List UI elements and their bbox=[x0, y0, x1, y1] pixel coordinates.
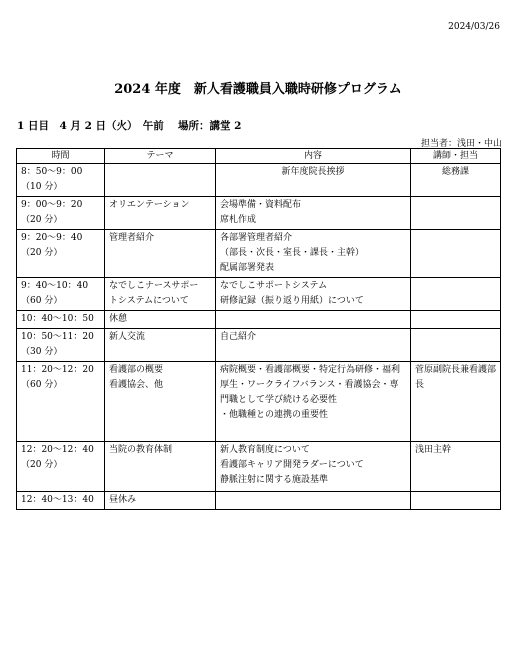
content-text: 会場準備・資料配布 bbox=[220, 200, 302, 210]
cell-lecturer bbox=[411, 164, 501, 197]
in-charge-note: 担当者：浅田・中山 bbox=[420, 139, 502, 149]
time-text: （60 分） bbox=[21, 296, 63, 306]
cell-lecturer bbox=[411, 278, 501, 311]
cell-content bbox=[216, 164, 411, 197]
theme-text: 当院の教育体制 bbox=[109, 445, 173, 455]
theme-text: 看護協会、他 bbox=[109, 380, 164, 390]
content-text: 配属部署発表 bbox=[220, 263, 275, 273]
page-title: 2024 年度 新人看護職員入職時研修プログラム bbox=[114, 82, 402, 97]
time-text: 9：40～10：40 bbox=[21, 281, 89, 291]
theme-text: なでしこナースサポー bbox=[109, 281, 199, 291]
content-text: ・他職種との連携の重要性 bbox=[220, 410, 329, 420]
time-text: 10：40～10：50 bbox=[21, 314, 94, 324]
cell-time bbox=[17, 492, 105, 510]
cell-content bbox=[216, 362, 411, 442]
cell-theme bbox=[105, 492, 216, 510]
table-row bbox=[17, 329, 501, 362]
cell-theme bbox=[105, 311, 216, 329]
col-header-theme: テーマ bbox=[105, 149, 216, 164]
content-text: 席札作成 bbox=[220, 215, 257, 225]
cell-theme bbox=[105, 164, 216, 197]
lecturer-text: 総務課 bbox=[441, 167, 469, 177]
lecturer-text: 菅原副院長兼看護部長 bbox=[415, 365, 497, 390]
content-text: 各部署管理者紹介 bbox=[220, 233, 293, 243]
schedule-table bbox=[16, 148, 501, 510]
time-text: 8：50～9：00 bbox=[21, 167, 83, 177]
time-text: （20 分） bbox=[21, 215, 63, 225]
content-text: 病院概要・看護部概要・特定行為研修・福利厚生・ワークライフバランス・看護協会・専門職として学び続ける必要性 bbox=[220, 365, 401, 405]
cell-theme bbox=[105, 362, 216, 442]
time-text: （20 分） bbox=[21, 248, 63, 258]
table-row bbox=[17, 311, 501, 329]
time-text: 11：20～12：20 bbox=[21, 365, 94, 375]
cell-content bbox=[216, 492, 411, 510]
cell-time bbox=[17, 362, 105, 442]
header-row bbox=[17, 149, 501, 164]
table-row bbox=[17, 197, 501, 230]
content-text: 新年度院長挨拶 bbox=[281, 167, 345, 177]
col-header-time: 時間 bbox=[17, 149, 105, 164]
lecturer-text: 浅田主幹 bbox=[415, 445, 452, 455]
time-text: 10：50～11：20 bbox=[21, 332, 94, 342]
content-text: 看護部キャリア開発ラダーについて bbox=[220, 460, 364, 470]
cell-content bbox=[216, 442, 411, 492]
table-row bbox=[17, 230, 501, 278]
content-text: なでしこサポートシステム bbox=[220, 281, 328, 291]
cell-theme bbox=[105, 329, 216, 362]
table-row bbox=[17, 164, 501, 197]
col-header-content: 内容 bbox=[216, 149, 411, 164]
cell-theme bbox=[105, 278, 216, 311]
time-text: 9：00～9：20 bbox=[21, 200, 83, 210]
time-text: （60 分） bbox=[21, 380, 63, 390]
cell-time bbox=[17, 197, 105, 230]
time-text: （30 分） bbox=[21, 347, 63, 357]
cell-content bbox=[216, 329, 411, 362]
theme-text: 休憩 bbox=[109, 314, 128, 324]
cell-time bbox=[17, 329, 105, 362]
content-text: （部長・次長・室長・課長・主幹） bbox=[220, 248, 365, 258]
content-text: 静脈注射に関する施設基準 bbox=[220, 475, 329, 485]
cell-time bbox=[17, 311, 105, 329]
cell-lecturer bbox=[411, 230, 501, 278]
cell-lecturer bbox=[411, 492, 501, 510]
time-text: 12：40～13：40 bbox=[21, 495, 94, 505]
cell-content bbox=[216, 230, 411, 278]
content-text: 新人教育制度について bbox=[220, 445, 310, 455]
cell-lecturer bbox=[411, 442, 501, 492]
cell-lecturer bbox=[411, 329, 501, 362]
print-date: 2024/03/26 bbox=[448, 22, 500, 32]
time-text: 12：20～12：40 bbox=[21, 445, 94, 455]
theme-text: 新人交流 bbox=[109, 332, 146, 342]
cell-lecturer bbox=[411, 362, 501, 442]
cell-lecturer bbox=[411, 197, 501, 230]
theme-text: オリエンテーション bbox=[109, 200, 190, 210]
table-row bbox=[17, 362, 501, 442]
cell-lecturer bbox=[411, 311, 501, 329]
cell-content bbox=[216, 197, 411, 230]
table-row bbox=[17, 278, 501, 311]
time-text: 9：20～9：40 bbox=[21, 233, 83, 243]
cell-theme bbox=[105, 442, 216, 492]
time-text: （10 分） bbox=[21, 182, 63, 192]
time-text: （20 分） bbox=[21, 460, 63, 470]
col-header-lecturer: 講師・担当 bbox=[411, 149, 501, 164]
cell-content bbox=[216, 278, 411, 311]
cell-time bbox=[17, 442, 105, 492]
table-row bbox=[17, 492, 501, 510]
theme-text: 看護部の概要 bbox=[109, 365, 164, 375]
cell-theme bbox=[105, 230, 216, 278]
cell-theme bbox=[105, 197, 216, 230]
cell-time bbox=[17, 230, 105, 278]
cell-time bbox=[17, 278, 105, 311]
content-text: 研修記録（振り返り用紙）について bbox=[220, 296, 364, 306]
theme-text: 管理者紹介 bbox=[109, 233, 155, 243]
cell-time bbox=[17, 164, 105, 197]
cell-content bbox=[216, 311, 411, 329]
theme-text: 昼休み bbox=[109, 495, 137, 505]
session-info: 1 日目 4 月 2 日（火） 午前 場所：講堂 2 bbox=[17, 120, 242, 132]
theme-text: トシステムについて bbox=[109, 296, 189, 306]
content-text: 自己紹介 bbox=[220, 332, 257, 342]
table-row bbox=[17, 442, 501, 492]
